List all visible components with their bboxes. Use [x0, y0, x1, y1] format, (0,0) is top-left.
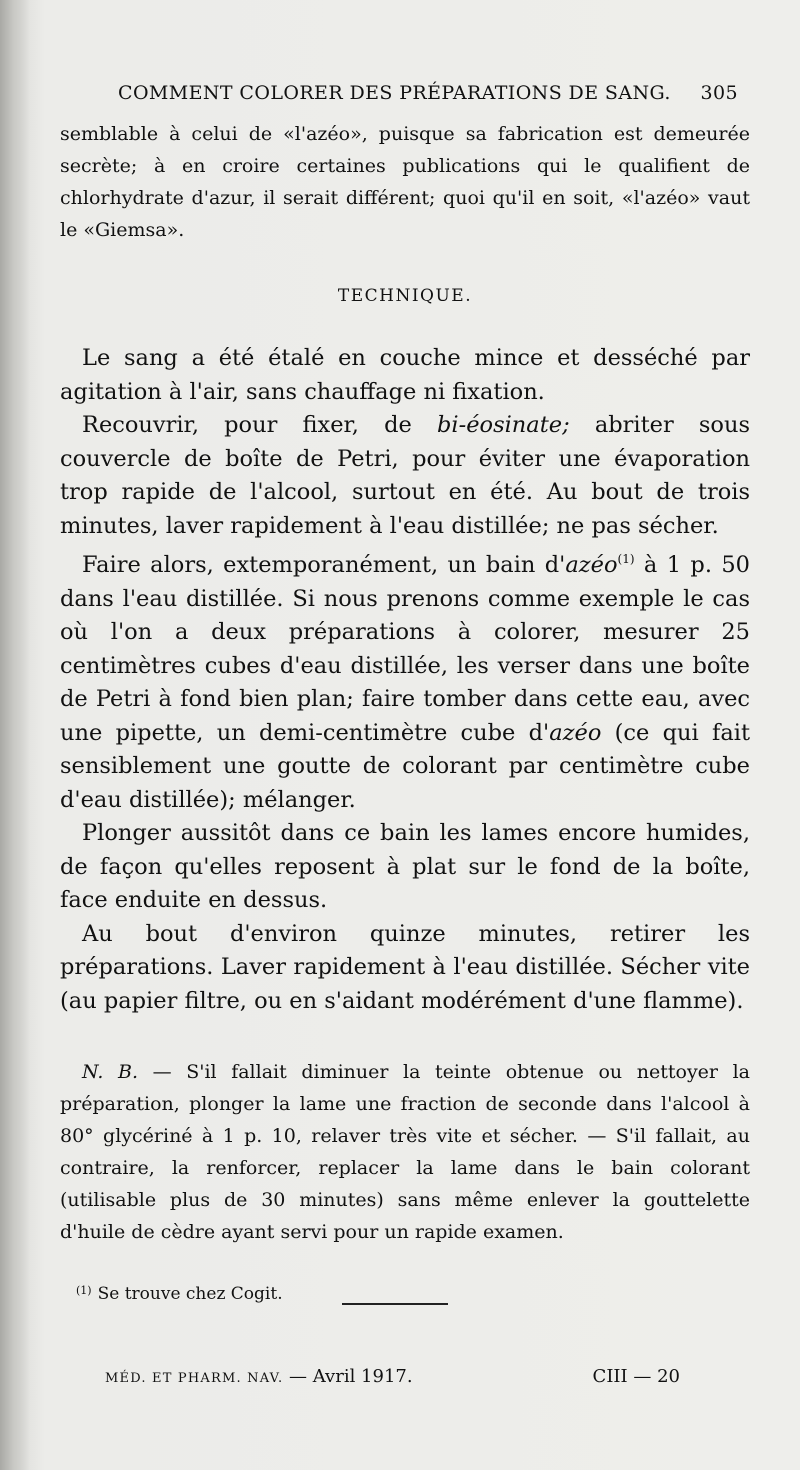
paragraph-2-emphasis: bi-éosinate; [437, 412, 570, 438]
footnote-mark: (1) [76, 1284, 92, 1297]
footer-date: — Avril 1917. [283, 1366, 413, 1387]
paragraph-2-text-a: Recouvrir, pour fixer, de [82, 412, 437, 438]
footer-journal: MÉD. ET PHARM. NAV. [105, 1371, 284, 1386]
footnote-text: Se trouve chez Cogit. [97, 1284, 283, 1304]
paragraph-3-text-a: Faire alors, extemporanément, un bain d' [82, 552, 566, 578]
body-text [60, 118, 750, 1304]
paragraph-3 [60, 543, 750, 817]
footnote-reference: (1) [617, 552, 635, 566]
running-head [118, 82, 738, 112]
running-head-title: COMMENT COLORER DES PRÉPARATIONS DE SANG. [118, 82, 671, 104]
paragraph-2-text-b: abriter sous couvercle de boîte de Petri, pour éviter une évaporation trop rapide de l'alcool, surtout en été. Au bout de trois minutes, laver rapidement à l'eau distillée; ne pas sécher. [60, 412, 750, 539]
paragraph-1: Le sang a été étalé en couche mince et desséché par agitation à l'air, sans chauffage ni fixation. [60, 345, 750, 405]
paragraph-2 [60, 409, 750, 543]
nota-bene-label: N. B. [82, 1061, 139, 1083]
footnote [60, 1284, 750, 1304]
footer-rule [342, 1303, 448, 1305]
paragraph-4: Plonger aussitôt dans ce bain les lames encore humides, de façon qu'elles reposent à plat sur le fond de la boîte, face enduite en dessus. [60, 820, 750, 913]
paragraph-3-emphasis-2: azéo [549, 719, 602, 746]
intro-paragraph: semblable à celui de «l'azéo», puisque sa fabrication est demeurée secrète; à en croire certaines publications qui le qualifient de chlorhydrate d'azur, il serait différent; quoi qu'il en soit, «l'azéo» vaut le «Giemsa». [60, 123, 750, 241]
nota-bene-text: — S'il fallait diminuer la teinte obtenue ou nettoyer la préparation, plonger la lame une fraction de seconde dans l'alcool à 80° glycériné à 1 p. 10, relaver très vite et sécher. — S'il fallait, au contraire, la renforcer, replacer la lame dans le bain colorant (utilisable plus de 30 minutes) sans même enlever la gouttelette d'huile de cèdre ayant servi pour un rapide examen. [60, 1061, 750, 1243]
section-heading: TECHNIQUE. [337, 286, 473, 306]
nota-bene-paragraph [60, 1056, 750, 1248]
page-number: 305 [700, 82, 738, 104]
page-gutter-shadow [0, 0, 30, 1470]
paragraph-3-emphasis-1: azéo [565, 552, 618, 578]
footer-signature: CIII — 20 [592, 1366, 680, 1387]
footer-citation [105, 1366, 413, 1387]
paragraph-5: Au bout d'environ quinze minutes, retirer les préparations. Laver rapidement à l'eau distillée. Sécher vite (au papier filtre, ou en s'aidant modérément d'une flamme). [60, 920, 750, 1014]
paragraph-3-text-b: à 1 p. 50 dans l'eau distillée. Si nous prenons comme exemple le cas où l'on a deux préparations à colorer, mesurer 25 centimètres cubes d'eau distillée, les verser dans une boîte de Petri à fond bien plan; faire tomber dans cette eau, avec une pipette, un demi-centimètre cube d' [60, 552, 750, 746]
paragraph-3-text-c: (ce qui fait sensiblement une goutte de colorant par centimètre cube d'eau distillée); mélanger. [60, 719, 750, 813]
page-footer [105, 1366, 680, 1396]
